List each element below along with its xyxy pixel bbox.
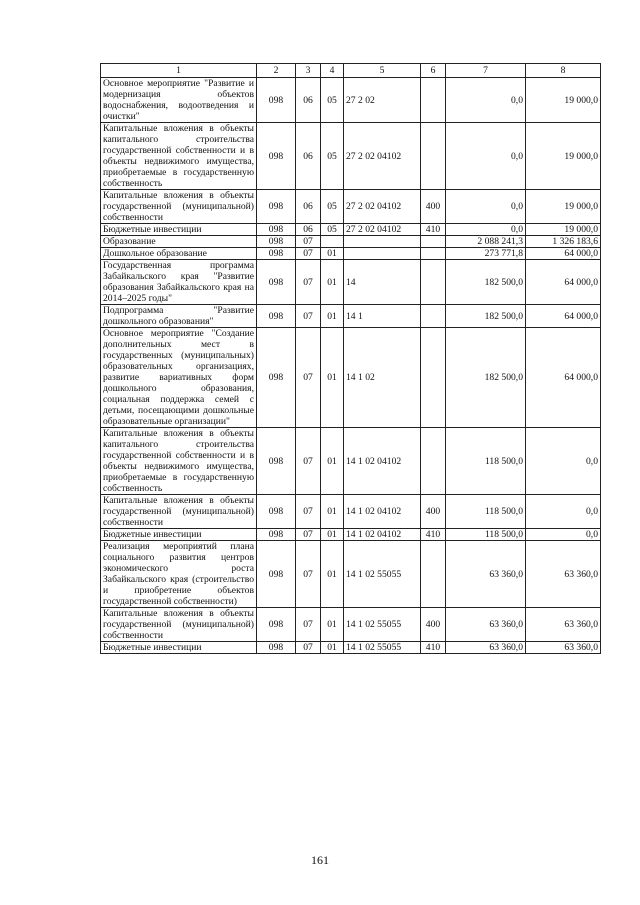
amount-column-8: 0,0 [526, 428, 601, 495]
amount-column-7: 2 088 241,3 [446, 236, 526, 248]
amount-column-8: 19 000,0 [526, 123, 601, 190]
ministry-code: 098 [257, 642, 296, 654]
amount-column-7: 118 500,0 [446, 495, 526, 529]
ministry-code: 098 [257, 78, 296, 123]
table-header-row [101, 64, 601, 78]
amount-column-8: 64 000,0 [526, 305, 601, 328]
table-row [101, 236, 601, 248]
row-name: Бюджетные инвестиции [101, 642, 257, 654]
ministry-code: 098 [257, 328, 296, 428]
expense-type-code [421, 78, 446, 123]
expense-type-code [421, 428, 446, 495]
amount-column-7: 63 360,0 [446, 608, 526, 642]
amount-column-7: 63 360,0 [446, 642, 526, 654]
target-article-code: 14 1 02 04102 [344, 428, 421, 495]
row-name: Бюджетные инвестиции [101, 529, 257, 541]
row-name: Государственная программа Забайкальского края "Развитие образования Забайкальского края на 2014–2025 годы" [101, 260, 257, 305]
row-name: Капитальные вложения в объекты государственной (муниципальной) собственности [101, 608, 257, 642]
row-name: Основное мероприятие "Создание дополнительных мест в государственных (муниципальных) образовательных организациях, развитие вариативных форм дошкольного образования, социальная поддержка семей с детьми, посещающими дошкольные образовательные организации" [101, 328, 257, 428]
ministry-code: 098 [257, 428, 296, 495]
section-code: 07 [296, 608, 321, 642]
ministry-code: 098 [257, 608, 296, 642]
amount-column-8: 19 000,0 [526, 224, 601, 236]
subsection-code: 01 [321, 305, 344, 328]
section-code: 07 [296, 236, 321, 248]
subsection-code: 01 [321, 328, 344, 428]
expense-type-code: 410 [421, 224, 446, 236]
expense-type-code [421, 248, 446, 260]
expense-type-code: 400 [421, 495, 446, 529]
subsection-code: 01 [321, 248, 344, 260]
ministry-code: 098 [257, 495, 296, 529]
amount-column-7: 182 500,0 [446, 328, 526, 428]
target-article-code: 14 1 02 04102 [344, 495, 421, 529]
section-code: 07 [296, 305, 321, 328]
column-header: 1 [101, 64, 257, 78]
section-code: 07 [296, 642, 321, 654]
amount-column-7: 63 360,0 [446, 541, 526, 608]
target-article-code: 27 2 02 04102 [344, 190, 421, 224]
amount-column-8: 19 000,0 [526, 78, 601, 123]
target-article-code: 14 1 02 04102 [344, 529, 421, 541]
section-code: 07 [296, 428, 321, 495]
subsection-code: 05 [321, 123, 344, 190]
table-row [101, 78, 601, 123]
table-row [101, 642, 601, 654]
section-code: 07 [296, 495, 321, 529]
column-header: 2 [257, 64, 296, 78]
table-row [101, 608, 601, 642]
subsection-code: 01 [321, 608, 344, 642]
amount-column-8: 63 360,0 [526, 608, 601, 642]
subsection-code: 05 [321, 78, 344, 123]
table-row [101, 190, 601, 224]
ministry-code: 098 [257, 541, 296, 608]
target-article-code [344, 248, 421, 260]
subsection-code: 01 [321, 260, 344, 305]
section-code: 06 [296, 123, 321, 190]
amount-column-7: 182 500,0 [446, 260, 526, 305]
amount-column-7: 0,0 [446, 78, 526, 123]
target-article-code: 14 1 02 55055 [344, 608, 421, 642]
amount-column-8: 19 000,0 [526, 190, 601, 224]
amount-column-8: 64 000,0 [526, 328, 601, 428]
subsection-code: 01 [321, 642, 344, 654]
column-header: 8 [526, 64, 601, 78]
table-row [101, 541, 601, 608]
section-code: 07 [296, 328, 321, 428]
expense-type-code [421, 305, 446, 328]
amount-column-8: 0,0 [526, 529, 601, 541]
amount-column-7: 273 771,8 [446, 248, 526, 260]
subsection-code [321, 236, 344, 248]
target-article-code: 14 1 02 55055 [344, 642, 421, 654]
table-row [101, 224, 601, 236]
ministry-code: 098 [257, 260, 296, 305]
section-code: 06 [296, 224, 321, 236]
section-code: 06 [296, 190, 321, 224]
table-row [101, 529, 601, 541]
section-code: 07 [296, 248, 321, 260]
amount-column-7: 118 500,0 [446, 428, 526, 495]
ministry-code: 098 [257, 123, 296, 190]
target-article-code: 14 [344, 260, 421, 305]
amount-column-7: 0,0 [446, 224, 526, 236]
amount-column-8: 0,0 [526, 495, 601, 529]
ministry-code: 098 [257, 248, 296, 260]
target-article-code: 27 2 02 04102 [344, 224, 421, 236]
column-header: 5 [344, 64, 421, 78]
row-name: Дошкольное образование [101, 248, 257, 260]
expense-type-code [421, 260, 446, 305]
amount-column-8: 1 326 183,6 [526, 236, 601, 248]
target-article-code: 27 2 02 [344, 78, 421, 123]
section-code: 07 [296, 529, 321, 541]
table-row [101, 248, 601, 260]
amount-column-8: 63 360,0 [526, 541, 601, 608]
ministry-code: 098 [257, 224, 296, 236]
column-header: 6 [421, 64, 446, 78]
subsection-code: 01 [321, 541, 344, 608]
section-code: 07 [296, 260, 321, 305]
row-name: Основное мероприятие "Развитие и модернизация объектов водоснабжения, водоотведения и очистки" [101, 78, 257, 123]
target-article-code: 14 1 02 [344, 328, 421, 428]
subsection-code: 01 [321, 428, 344, 495]
row-name: Капитальные вложения в объекты капитального строительства государственной собственности и в объекты недвижимого имущества, приобретаемые в государственную собственность [101, 123, 257, 190]
row-name: Капитальные вложения в объекты государственной (муниципальной) собственности [101, 495, 257, 529]
amount-column-7: 118 500,0 [446, 529, 526, 541]
target-article-code: 14 1 02 55055 [344, 541, 421, 608]
expense-type-code [421, 541, 446, 608]
amount-column-7: 0,0 [446, 190, 526, 224]
ministry-code: 098 [257, 190, 296, 224]
column-header: 3 [296, 64, 321, 78]
target-article-code [344, 236, 421, 248]
row-name: Бюджетные инвестиции [101, 224, 257, 236]
budget-table [100, 63, 601, 654]
target-article-code: 14 1 [344, 305, 421, 328]
subsection-code: 05 [321, 190, 344, 224]
expense-type-code [421, 236, 446, 248]
table-row [101, 328, 601, 428]
target-article-code: 27 2 02 04102 [344, 123, 421, 190]
table-row [101, 260, 601, 305]
expense-type-code: 410 [421, 642, 446, 654]
ministry-code: 098 [257, 305, 296, 328]
row-name: Образование [101, 236, 257, 248]
amount-column-7: 0,0 [446, 123, 526, 190]
table-row [101, 123, 601, 190]
subsection-code: 01 [321, 495, 344, 529]
subsection-code: 05 [321, 224, 344, 236]
table-row [101, 495, 601, 529]
ministry-code: 098 [257, 529, 296, 541]
section-code: 06 [296, 78, 321, 123]
amount-column-7: 182 500,0 [446, 305, 526, 328]
page-number: 161 [311, 853, 329, 867]
table-row [101, 428, 601, 495]
row-name: Подпрограмма "Развитие дошкольного образования" [101, 305, 257, 328]
row-name: Капитальные вложения в объекты государственной (муниципальной) собственности [101, 190, 257, 224]
row-name: Капитальные вложения в объекты капитального строительства государственной собственности и в объекты недвижимого имущества, приобретаемые в государственную собственность [101, 428, 257, 495]
amount-column-8: 64 000,0 [526, 260, 601, 305]
row-name: Реализация мероприятий плана социального развития центров экономического роста Забайкальского края (строительство и приобретение объектов государственной собственности) [101, 541, 257, 608]
column-header: 7 [446, 64, 526, 78]
amount-column-8: 63 360,0 [526, 642, 601, 654]
subsection-code: 01 [321, 529, 344, 541]
table-row [101, 305, 601, 328]
expense-type-code: 410 [421, 529, 446, 541]
ministry-code: 098 [257, 236, 296, 248]
section-code: 07 [296, 541, 321, 608]
expense-type-code [421, 123, 446, 190]
amount-column-8: 64 000,0 [526, 248, 601, 260]
expense-type-code: 400 [421, 190, 446, 224]
expense-type-code: 400 [421, 608, 446, 642]
expense-type-code [421, 328, 446, 428]
column-header: 4 [321, 64, 344, 78]
